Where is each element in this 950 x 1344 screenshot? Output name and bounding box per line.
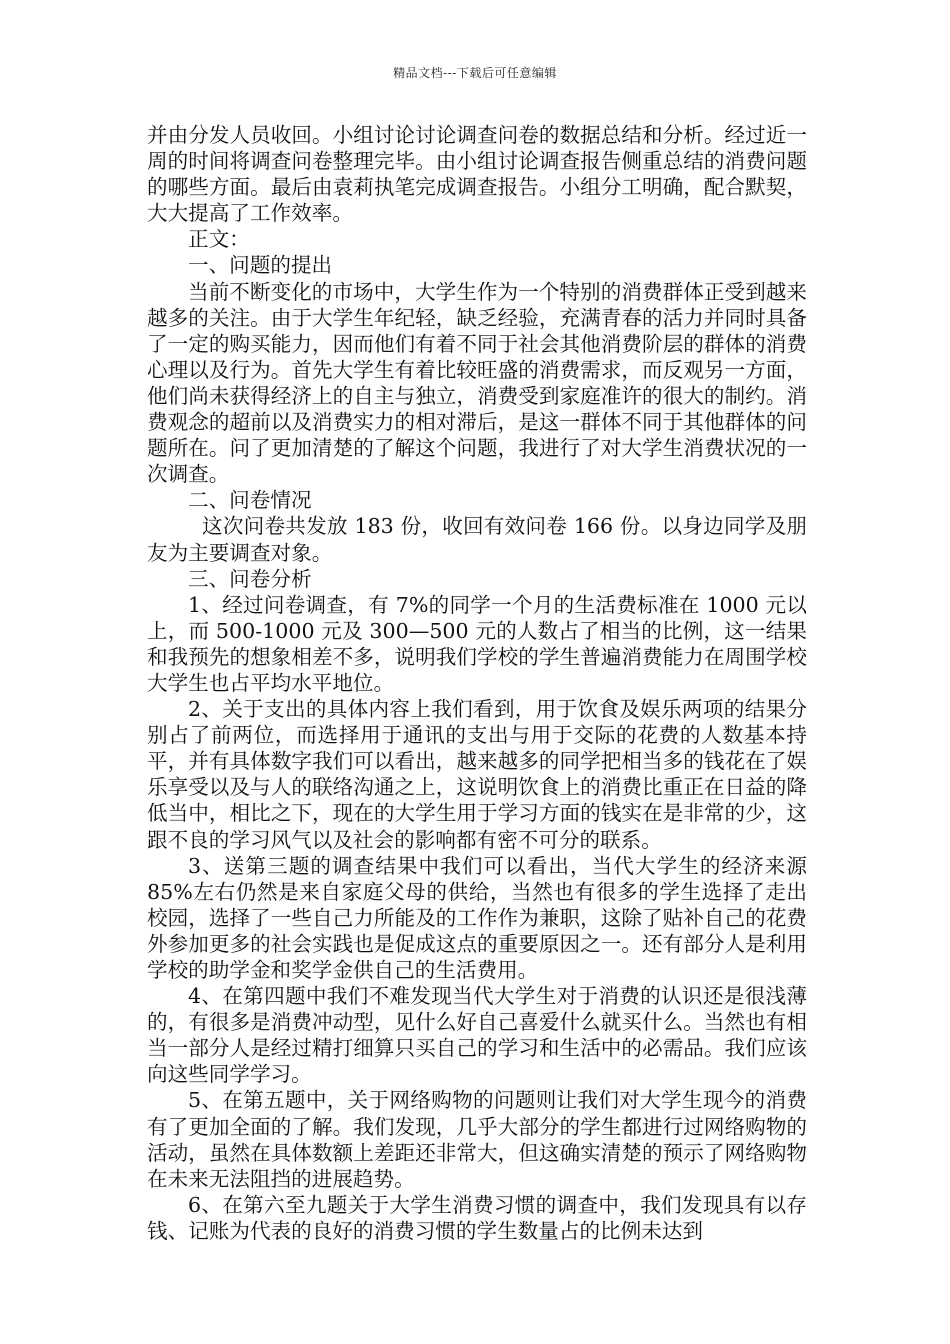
page-header: 精品文档---下载后可任意编辑 (393, 66, 557, 80)
paragraph-intro-continuation: 并由分发人员收回。小组讨论讨论调查问卷的数据总结和分析。经过近一周的时间将调查问卷整理完毕。由小组讨论调查报告侧重总结的消费问题的哪些方面。最后由袁莉执笔完成调查报告。小组分工明确，配合默契，大大提高了工作效率。 (147, 123, 807, 226)
heading-main-text: 正文： (188, 227, 250, 252)
paragraph-analysis-3: 3、送第三题的调查结果中我们可以看出，当代大学生的经济来源 85%左右仍然是来自家庭父母的供给，当然也有很多的学生选择了走出校园，选择了一些自己力所能及的工作作为兼职，这除了贴补自己的花费外参加更多的社会实践也是促成这点的重要原因之一。还有部分人是利用学校的助学金和奖学金供自己的生活费用。 (147, 853, 807, 982)
paragraph-problem: 当前不断变化的市场中，大学生作为一个特别的消费群体正受到越来越多的关注。由于大学生年纪轻，缺乏经验，充满青春的活力并同时具备了一定的购买能力，因而他们有着不同于社会其他消费阶层的群体的消费心理以及行为。首先大学生有着比较旺盛的消费需求，而反观另一方面，他们尚未获得经济上的自主与独立，消费受到家庭准许的很大的制约。消费观念的超前以及消费实力的相对滞后，是这一群体不同于其他群体的问题所在。问了更加清楚的了解这个问题，我进行了对大学生消费状况的一次调查。 (147, 279, 807, 487)
paragraph-analysis-5: 5、在第五题中，关于网络购物的问题则让我们对大学生现今的消费有了更加全面的了解。我们发现，几乎大部分的学生都进行过网络购物的活动，虽然在具体数额上差距还非常大，但这确实清楚的预示了网络购物在未来无法阻挡的进展趋势。 (147, 1088, 807, 1191)
paragraph-analysis-1: 1、经过问卷调查，有 7%的同学一个月的生活费标准在 1000 元以上，而 500-1000 元及 300—500 元的人数占了相当的比例，这一结果和我预先的想象相差不多，说明我们学校的学生普遍消费能力在周围学校大学生也占平均水平地位。 (147, 592, 807, 695)
heading-section-1: 一、问题的提出 (188, 253, 333, 278)
paragraph-analysis-4: 4、在第四题中我们不难发现当代大学生对于消费的认识还是很浅薄的，有很多是消费冲动型，见什么好自己喜爱什么就买什么。当然也有相当一部分人是经过精打细算只买自己的学习和生活中的必需品。我们应该向这些同学学习。 (147, 984, 807, 1087)
document-body (147, 122, 807, 1244)
paragraph-analysis-2: 2、关于支出的具体内容上我们看到，用于饮食及娱乐两项的结果分别占了前两位，而选择用于通讯的支出与用于交际的花费的人数基本持平，并有具体数字我们可以看出，越来越多的同学把相当多的钱花在了娱乐享受以及与人的联络沟通之上，这说明饮食上的消费比重正在日益的降低当中，相比之下，现在的大学生用于学习方面的钱实在是非常的少，这跟不良的学习风气以及社会的影响都有密不可分的联系。 (147, 697, 807, 852)
paragraph-analysis-6: 6、在第六至九题关于大学生消费习惯的调查中，我们发现具有以存钱、记账为代表的良好的消费习惯的学生数量占的比例未达到 (147, 1192, 807, 1243)
heading-section-3: 三、问卷分析 (188, 566, 312, 591)
heading-section-2: 二、问卷情况 (188, 488, 312, 513)
paragraph-survey-info: 这次问卷共发放 183 份，收回有效问卷 166 份。以身边同学及朋友为主要调查对象。 (147, 514, 807, 565)
